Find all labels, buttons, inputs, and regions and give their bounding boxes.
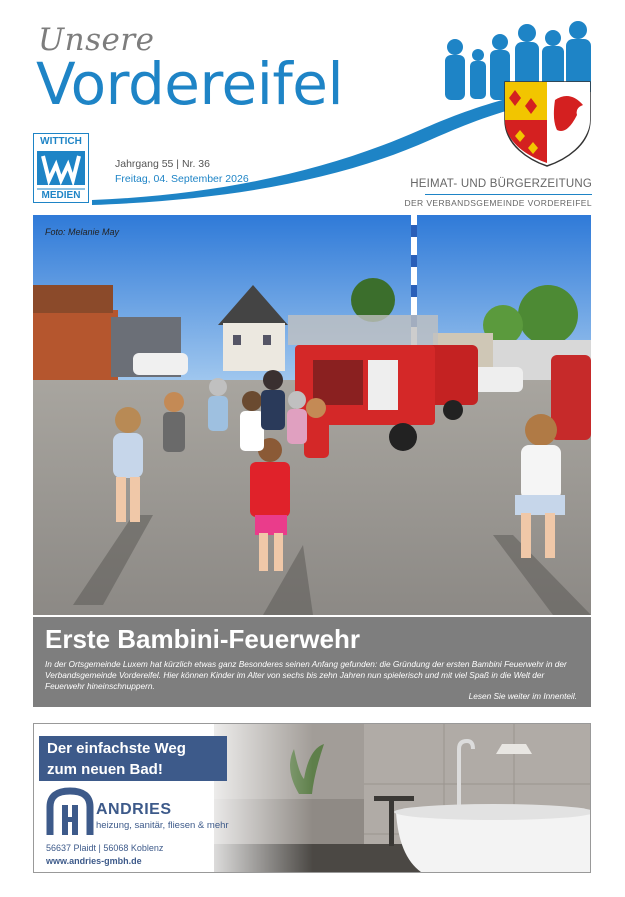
photo-credit: Foto: Melanie May	[45, 227, 120, 237]
ad-tagline: heizung, sanitär, fliesen & mehr	[96, 820, 229, 831]
issue-date: Freitag, 04. September 2026	[115, 173, 249, 185]
cover-photo-illustration	[33, 215, 591, 615]
lead-story-headline[interactable]: Erste Bambini-Feuerwehr	[45, 624, 360, 654]
wittich-medien-logo[interactable]	[33, 133, 89, 203]
masthead-subtitle: HEIMAT- UND BÜRGERZEITUNG	[410, 178, 592, 190]
logo-text-top: WITTICH	[40, 136, 82, 147]
advertisement-andries[interactable]	[33, 723, 591, 873]
masthead-title: Vordereifel	[36, 50, 344, 118]
andries-logo-icon	[46, 787, 94, 837]
ad-address: 56637 Plaidt | 56068 Koblenz	[46, 843, 164, 853]
lead-story[interactable]	[33, 617, 591, 707]
logo-text-bottom: MEDIEN	[41, 190, 81, 201]
read-more-link[interactable]: Lesen Sie weiter im Innenteil.	[468, 691, 577, 701]
masthead-subtitle-2: DER VERBANDSGEMEINDE VORDEREIFEL	[404, 198, 592, 208]
issue-number: Jahrgang 55 | Nr. 36	[115, 158, 210, 170]
subtitle-divider	[425, 194, 592, 195]
coat-of-arms-icon	[505, 82, 590, 166]
ad-website-link[interactable]: www.andries-gmbh.de	[46, 856, 142, 866]
ad-slogan-line1: Der einfachste Weg	[47, 740, 186, 757]
ad-slogan-line2: zum neuen Bad!	[47, 761, 163, 778]
ad-slogan	[39, 736, 227, 781]
lead-story-teaser: In der Ortsgemeinde Luxem hat kürzlich etwas ganz Besonderes seinen Anfang gefunden: die Gründung der ersten Bambini Feuerwehr in der Verbandsgemeinde Vordereifel. Hier können Kinder im Alter von sechs bis zehn Jahren nun spielerisch und mit viel Spaß in die Welt der Feuerwehr hineinschnuppern.	[45, 659, 567, 691]
masthead	[0, 0, 625, 215]
ad-company-name: ANDRIES	[96, 801, 172, 818]
masthead-title-small: Unsere	[38, 22, 155, 58]
cover-photo[interactable]	[33, 215, 591, 615]
